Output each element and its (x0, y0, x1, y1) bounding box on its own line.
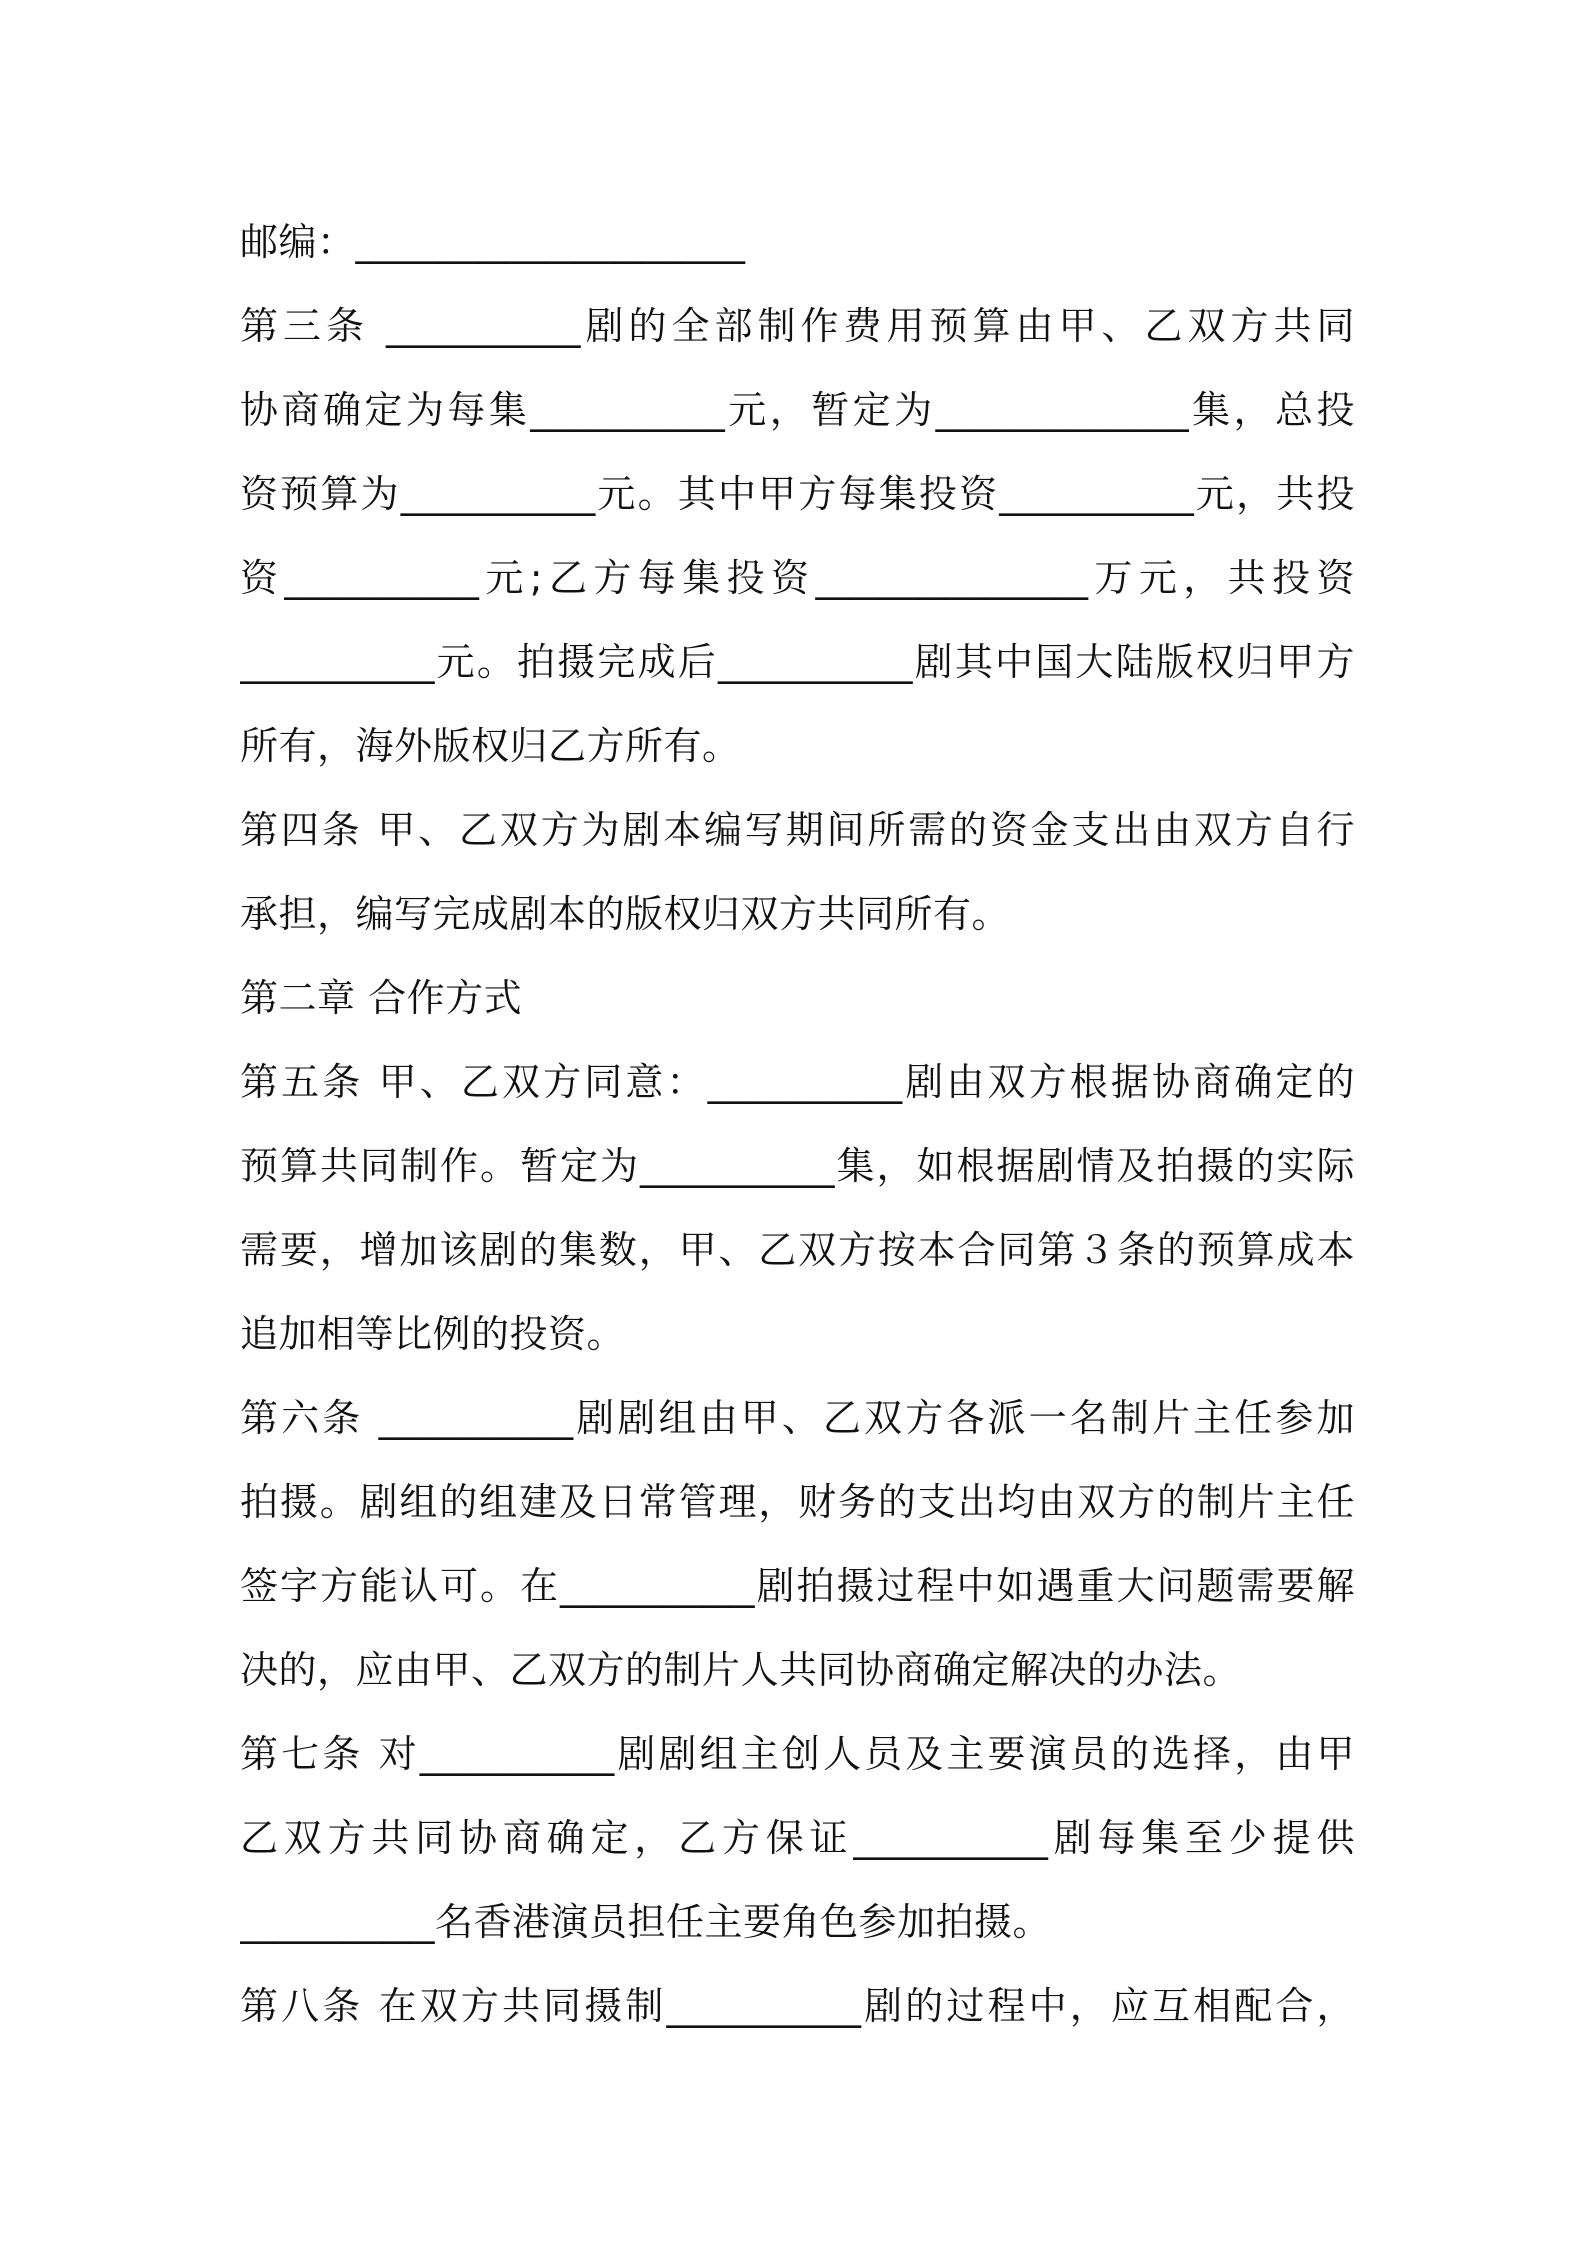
article-6-line-1: 第六条 __________剧剧组由甲、乙双方各派一名制片主任参加 (240, 1396, 1355, 1440)
article-6-line-3: 签字方能认可。在__________剧拍摄过程中如遇重大问题需要解 (240, 1564, 1355, 1608)
article-4-line-2: 承担，编写完成剧本的版权归双方共同所有。 (240, 892, 1011, 936)
article-3-line-4: 资__________元;乙方每集投资______________万元，共投资 (240, 556, 1355, 600)
article-3-line-2: 协商确定为每集__________元，暂定为_____________集，总投 (240, 388, 1355, 432)
article-6-line-2: 拍摄。剧组的组建及日常管理，财务的支出均由双方的制片主任 (240, 1480, 1355, 1524)
article-7-line-1: 第七条 对__________剧剧组主创人员及主要演员的选择，由甲 (240, 1732, 1355, 1776)
article-6-line-4: 决的，应由甲、乙双方的制片人共同协商确定解决的办法。 (240, 1648, 1242, 1692)
postcode-line: 邮编：____________________ (240, 220, 746, 264)
article-3-line-5: __________元。拍摄完成后__________剧其中国大陆版权归甲方 (240, 640, 1355, 684)
article-4-line-1: 第四条 甲、乙双方为剧本编写期间所需的资金支出由双方自行 (240, 808, 1355, 852)
article-3-line-1: 第三条 __________剧的全部制作费用预算由甲、乙双方共同 (240, 304, 1355, 348)
article-8-line-1: 第八条 在双方共同摄制__________剧的过程中，应互相配合， (240, 1984, 1355, 2028)
article-7-line-3: __________名香港演员担任主要角色参加拍摄。 (240, 1900, 1052, 1944)
article-7-line-2: 乙双方共同协商确定，乙方保证__________剧每集至少提供 (240, 1816, 1355, 1860)
article-5-line-1: 第五条 甲、乙双方同意：__________剧由双方根据协商确定的 (240, 1060, 1355, 1104)
contract-body (240, 200, 1355, 2048)
article-3-line-3: 资预算为__________元。其中甲方每集投资__________元，共投 (240, 472, 1355, 516)
article-3-line-6: 所有，海外版权归乙方所有。 (240, 724, 741, 768)
article-5-line-4: 追加相等比例的投资。 (240, 1312, 626, 1356)
article-5-line-3: 需要，增加该剧的集数，甲、乙双方按本合同第３条的预算成本 (240, 1228, 1355, 1272)
article-5-line-2: 预算共同制作。暂定为__________集，如根据剧情及拍摄的实际 (240, 1144, 1355, 1188)
chapter-2-heading: 第二章 合作方式 (240, 976, 523, 1020)
